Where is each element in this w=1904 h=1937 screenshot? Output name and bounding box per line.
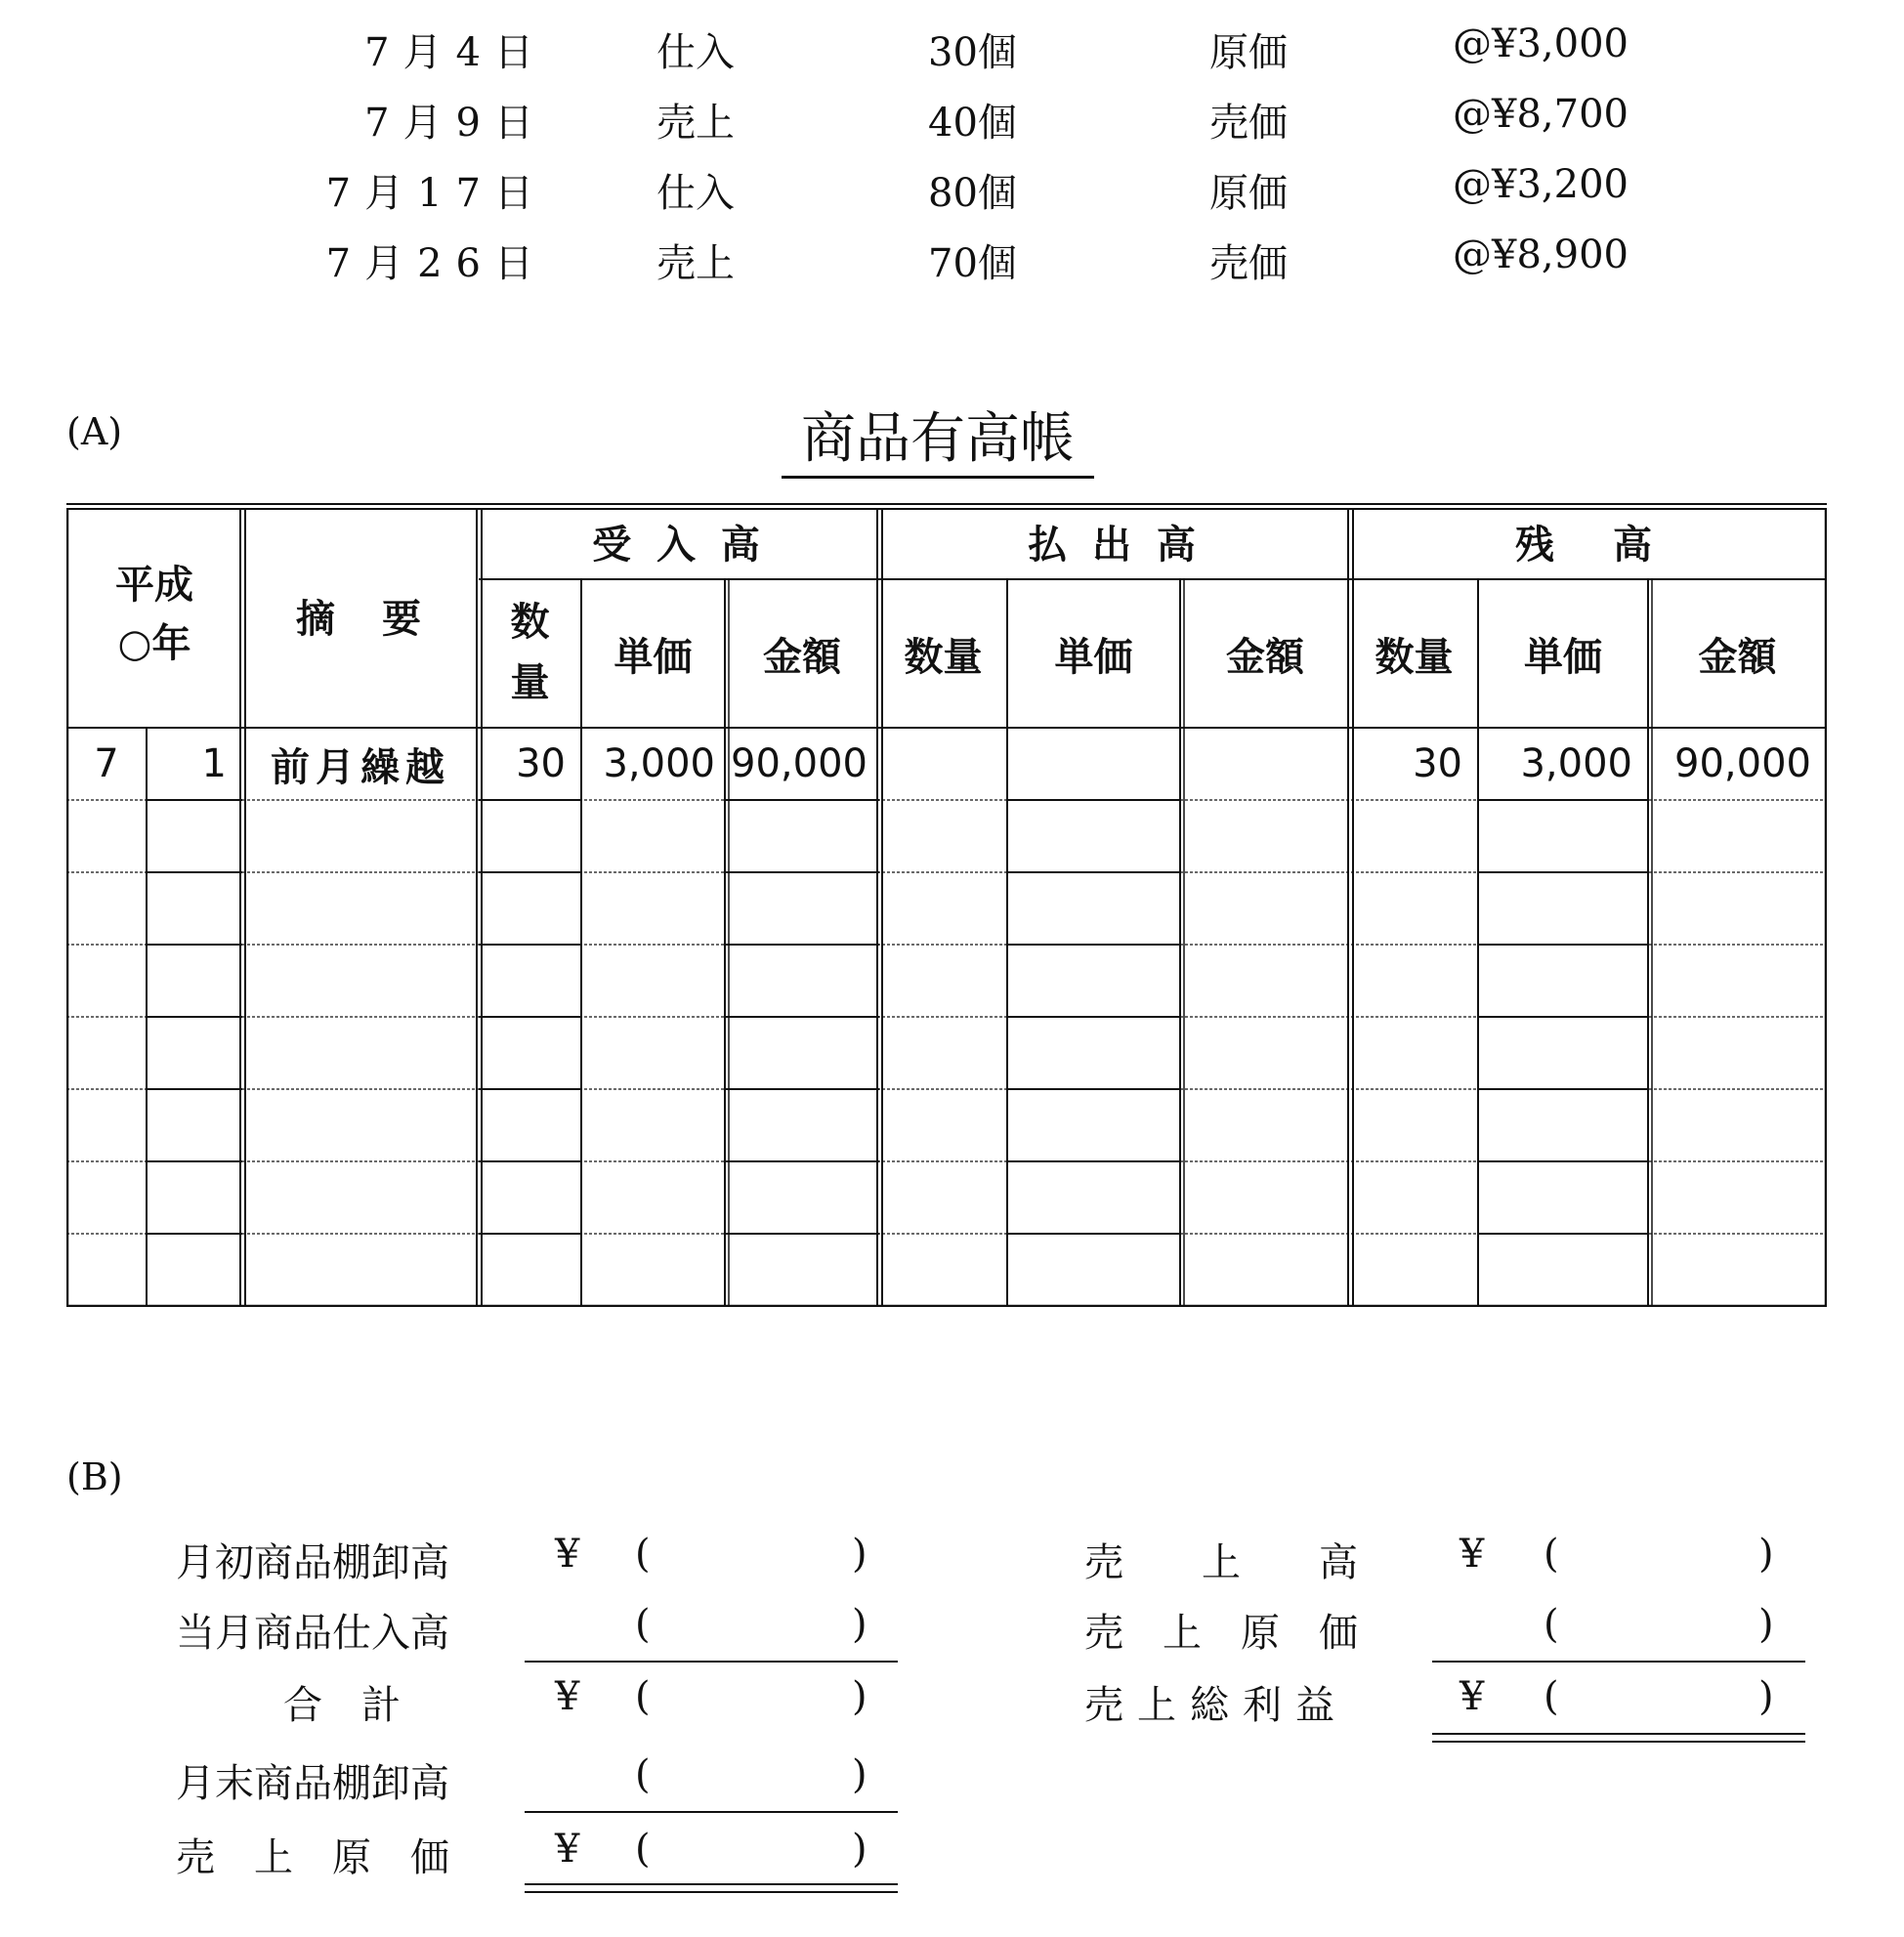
paren-open: (: [635, 1602, 651, 1647]
transaction-row: [0, 21, 1904, 90]
paren-open: (: [1544, 1674, 1559, 1719]
transaction-price: @¥3,000: [1453, 21, 1629, 66]
subtotal-rule: [1432, 1661, 1805, 1663]
row-out-price: [1007, 728, 1180, 800]
row-bal-amount: 90,000: [1674, 741, 1811, 786]
total-double-rule: [525, 1883, 898, 1893]
header-bal-price: 単価: [1524, 634, 1602, 680]
row-summary: 前月繰越: [271, 744, 450, 790]
paren-close: ): [1758, 1532, 1774, 1577]
sales-label: 売 上 高: [1084, 1540, 1358, 1585]
header-receipts: 受 入 高: [592, 522, 766, 568]
row-bal-qty: 30: [1413, 741, 1462, 786]
ledger-title: 商品有高帳: [782, 396, 1094, 479]
transaction-qty: 40個: [928, 101, 1017, 146]
transaction-basis: 売価: [1209, 101, 1288, 146]
transaction-row: [0, 92, 1904, 160]
paren-open: (: [1544, 1602, 1559, 1647]
transaction-qty: 30個: [928, 30, 1017, 75]
paren-open: (: [635, 1752, 651, 1797]
header-bal-qty: 数量: [1375, 634, 1454, 680]
header-in-qty-2: 量: [510, 659, 550, 705]
row-day: 1: [201, 741, 227, 786]
header-out-price: 単価: [1054, 634, 1133, 680]
transaction-price: @¥8,700: [1453, 92, 1629, 137]
yen-sign: ¥: [555, 1674, 580, 1719]
transaction-qty: 80個: [928, 171, 1017, 216]
total-label: 合 計: [283, 1683, 401, 1728]
transaction-price: @¥8,900: [1453, 232, 1629, 277]
paren-close: ): [852, 1674, 867, 1719]
transaction-kind: 仕入: [656, 30, 735, 75]
row-in-price: 3,000: [603, 741, 715, 786]
purchases-label: 当月商品仕入高: [176, 1611, 449, 1656]
row-out-qty: [879, 728, 1007, 800]
paren-close: ): [852, 1752, 867, 1797]
header-era: 平成: [115, 562, 193, 608]
row-in-amount: 90,000: [731, 741, 867, 786]
transaction-kind: 売上: [656, 101, 735, 146]
paren-open: (: [635, 1827, 651, 1872]
header-year: ○年: [117, 620, 191, 666]
paren-open: (: [635, 1532, 651, 1577]
paren-close: ): [852, 1827, 867, 1872]
transaction-qty: 70個: [928, 241, 1017, 286]
yen-sign: ¥: [1460, 1674, 1485, 1719]
inventory-ledger: [66, 503, 1827, 1307]
yen-sign: ¥: [1460, 1532, 1485, 1577]
row-bal-price: 3,000: [1520, 741, 1632, 786]
header-in-amount: 金額: [763, 634, 841, 680]
header-issues: 払 出 高: [1028, 522, 1202, 568]
transaction-date: 7月4日: [364, 30, 547, 75]
row-in-qty: 30: [516, 741, 566, 786]
header-in-price: 単価: [614, 634, 693, 680]
paren-open: (: [1544, 1532, 1559, 1577]
header-bal-amount: 金額: [1698, 634, 1777, 680]
total-double-rule: [1432, 1733, 1805, 1743]
yen-sign: ¥: [555, 1532, 580, 1577]
closing-inventory-label: 月末商品棚卸高: [176, 1761, 449, 1806]
header-summary: 摘 要: [296, 596, 425, 642]
section-a-label: (A): [66, 410, 123, 453]
opening-inventory-label: 月初商品棚卸高: [176, 1540, 449, 1585]
header-out-qty: 数量: [904, 634, 983, 680]
subtotal-rule: [525, 1811, 898, 1813]
paren-close: ): [852, 1602, 867, 1647]
header-in-qty-1: 数: [510, 599, 550, 645]
gross-profit-label: 売上総利益: [1084, 1683, 1348, 1728]
section-b-label: (B): [66, 1455, 123, 1498]
transaction-kind: 売上: [656, 241, 735, 286]
transaction-date: 7月9日: [364, 101, 547, 146]
row-month: 7: [94, 741, 119, 786]
paren-close: ): [852, 1532, 867, 1577]
paren-close: ): [1758, 1674, 1774, 1719]
row-out-amount: [1180, 728, 1350, 800]
transaction-price: @¥3,200: [1453, 162, 1629, 207]
transaction-row: [0, 232, 1904, 301]
header-out-amount: 金額: [1226, 634, 1304, 680]
subtotal-rule: [525, 1661, 898, 1663]
cost-of-sales-label: 売 上 原 価: [1084, 1611, 1358, 1656]
transaction-basis: 売価: [1209, 241, 1288, 286]
transaction-basis: 原価: [1209, 30, 1288, 75]
paren-open: (: [635, 1674, 651, 1719]
transaction-basis: 原価: [1209, 171, 1288, 216]
transaction-date: 7月17日: [325, 171, 547, 216]
transaction-date: 7月26日: [325, 241, 547, 286]
transaction-kind: 仕入: [656, 171, 735, 216]
header-balance: 残 高: [1515, 522, 1662, 568]
transaction-row: [0, 162, 1904, 231]
paren-close: ): [1758, 1602, 1774, 1647]
cost-of-sales-label: 売 上 原 価: [176, 1835, 449, 1880]
yen-sign: ¥: [555, 1827, 580, 1872]
